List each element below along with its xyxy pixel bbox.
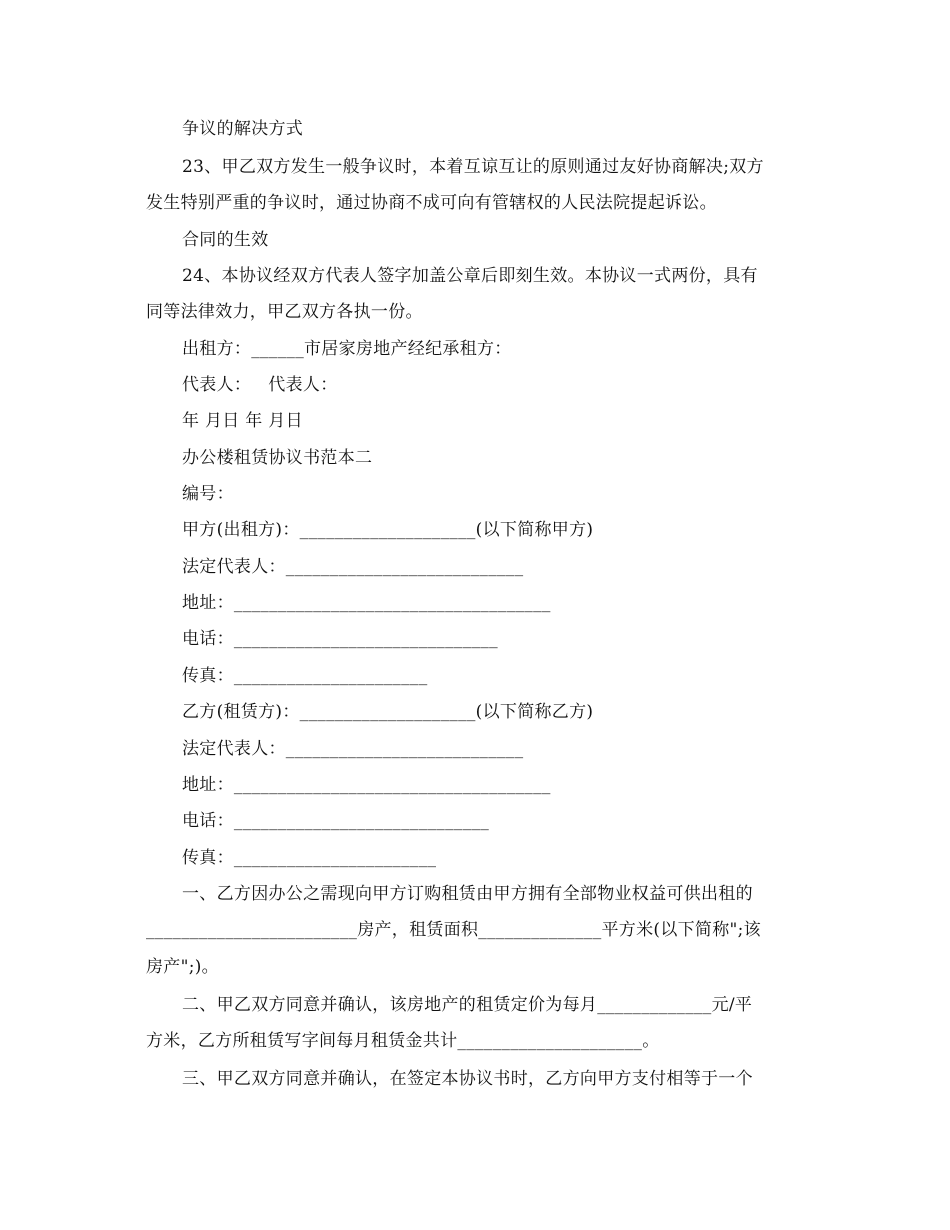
form-field-address: 地址：____________________________________ bbox=[182, 593, 551, 613]
section-heading-effect: 合同的生效 bbox=[182, 230, 269, 250]
signature-line: 出租方：______市居家房地产经纪承租方： bbox=[182, 339, 512, 359]
form-field-phone: 电话：______________________________ bbox=[182, 629, 498, 649]
form-field-party-b: 乙方(租赁方)：____________________(以下简称乙方) bbox=[182, 702, 594, 722]
date-line: 年 月日 年 月日 bbox=[182, 411, 303, 431]
form-field-phone: 电话：_____________________________ bbox=[182, 811, 490, 831]
section-heading-dispute: 争议的解决方式 bbox=[182, 119, 304, 139]
form-field-legal-rep: 法定代表人：___________________________ bbox=[182, 739, 524, 759]
form-field-party-a: 甲方(出租方)：____________________(以下简称甲方) bbox=[182, 520, 594, 540]
form-field-number: 编号： bbox=[182, 484, 234, 504]
form-field-address: 地址：____________________________________ bbox=[182, 775, 551, 795]
paragraph-line: 方米，乙方所租赁写字间每月租赁金共计_____________________。 bbox=[146, 1031, 660, 1051]
signature-line: 代表人： 代表人： bbox=[182, 375, 338, 395]
form-field-legal-rep: 法定代表人：___________________________ bbox=[182, 557, 524, 577]
paragraph-line: 24、本协议经双方代表人签字加盖公章后即刻生效。本协议一式两份，具有 bbox=[182, 266, 758, 286]
paragraph-line: 发生特别严重的争议时，通过协商不成可向有管辖权的人民法院提起诉讼。 bbox=[146, 193, 717, 213]
paragraph-line: ________________________房产，租赁面积______________平方米(以下简称";该 bbox=[146, 920, 761, 940]
paragraph-line: 同等法律效力，甲乙双方各执一份。 bbox=[146, 302, 423, 322]
paragraph-line: 房产";)。 bbox=[146, 957, 219, 977]
paragraph-line: 二、甲乙双方同意并确认，该房地产的租赁定价为每月_____________元/平 bbox=[182, 995, 753, 1015]
paragraph-line: 一、乙方因办公之需现向甲方订购租赁由甲方拥有全部物业权益可供出租的 bbox=[182, 884, 753, 904]
form-field-fax: 传真：______________________ bbox=[182, 666, 428, 686]
document-subtitle: 办公楼租赁协议书范本二 bbox=[182, 448, 373, 468]
paragraph-line: 23、甲乙双方发生一般争议时，本着互谅互让的原则通过友好协商解决;双方 bbox=[182, 157, 764, 177]
paragraph-line: 三、甲乙双方同意并确认，在签定本协议书时，乙方向甲方支付相等于一个 bbox=[182, 1069, 753, 1089]
form-field-fax: 传真：_______________________ bbox=[182, 848, 437, 868]
